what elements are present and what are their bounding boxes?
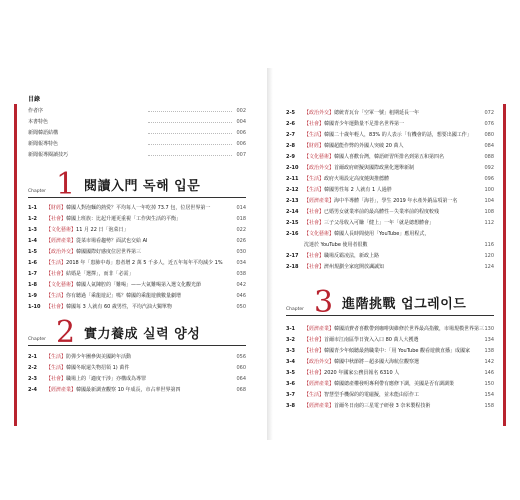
intro-row: 新聞報導特色 006 <box>28 141 246 147</box>
toc-entry: 1-7 【社會】結婚是「選擇」，而非「必需」 038 <box>28 271 246 277</box>
toc-entry: 1-2 【社會】韓國上班族：比起升遷更重視「工作與生活的平衡」 018 <box>28 216 246 222</box>
book-spread <box>10 68 510 440</box>
toc-entry: 1-9 【生活】你有聽過「乘龍遊記」嗎？韓國的乘龍遊戲數量劇增 046 <box>28 293 246 299</box>
toc-entry: 2-15 【社會】三子父母收入可賺「健上」一年「就是總想體會」 112 <box>286 220 494 226</box>
toc-entry <box>286 273 494 284</box>
toc-entry: 3-3 【社會】韓國青少年傾聽最熱職業中：「用 YouTube 觀看遊戲直播」成國家 138 <box>286 348 494 354</box>
toc-entry: 2-4 【經濟產業】韓國最新調查觀察 10 年成長，市占率世界第四 068 <box>28 387 246 393</box>
toc-entry: 2-2 【生活】韓國冬眠還失物招領 1) 萬件 060 <box>28 365 246 371</box>
toc-entry: 3-7 【生活】智慧型手機保的的電磁擬，並未能由原作工 154 <box>286 392 494 398</box>
toc-entry: 2-5 【政治外交】總統青瓦台「空軍一號」租期延長一年 072 <box>286 110 494 116</box>
toc-entry: 3-6 【經濟產業】韓國總產權發明專利帶有應修下調，美國是否有調調策 150 <box>286 381 494 387</box>
chapter-number: 1 <box>56 167 76 202</box>
toc-entry: 2-13 【經濟產業】海中半導體「海苔」，學生 2019 年水產外銷品項第一名 104 <box>286 198 494 204</box>
chapter-title: 閱讀入門 독해 입문 <box>84 179 201 194</box>
left-page <box>10 68 262 440</box>
toc-entry: 2-8 【財經】韓國超能作弊的外國人突破 20 萬人 084 <box>286 143 494 149</box>
intro-row: 新聞報導閱讀技巧 007 <box>28 152 246 158</box>
chapter-2-header <box>28 315 246 350</box>
toc-entry: 2-12 【生活】韓國男性每 2 人就有 1 人過胖 100 <box>286 187 494 193</box>
toc-entry: 2-18 【社會】濟州規劃全家庭開放諷誠知 124 <box>286 264 494 270</box>
chapter-1-header <box>28 167 246 202</box>
chapter-3-header <box>286 285 494 320</box>
right-page <box>272 68 510 440</box>
toc-entry: 1-1 【財經】韓國人對泡麵的熱愛？平均每人一年吃掉 73.7 包，位居世界第一 014 <box>28 205 246 211</box>
chapter-label: Chapter <box>286 307 304 312</box>
left-red-bar <box>14 104 17 426</box>
chapter-label: Chapter <box>28 337 46 342</box>
chapter-label: Chapter <box>28 189 46 194</box>
intro-row: 本書特色 004 <box>28 119 246 125</box>
chapter-title: 實力養成 실력 양성 <box>84 327 201 342</box>
toc-heading: 目錄 <box>28 96 41 103</box>
chapter-number: 3 <box>314 285 334 320</box>
toc-entry: 2-6 【社會】韓國青少年運動量不足排名世界第一 076 <box>286 121 494 127</box>
right-red-bar <box>503 104 506 426</box>
intro-row: 新聞韓語結構 006 <box>28 130 246 136</box>
toc-entry: 1-8 【文化藝術】韓國人氣陳腔的「難喝」——大氣難喝第入選文化觀光節 042 <box>28 282 246 288</box>
toc-entry: 3-8 【經濟產業】首爾冬日南的三星電子研發 3 奈米製程技術 158 <box>286 403 494 409</box>
toc-entry: 2-17 【社會】職場反霸凌法，新政上路 120 <box>286 253 494 259</box>
chapter-number: 2 <box>56 315 76 350</box>
toc-entry: 2-16 【文化藝術】韓國人長時間使用「YouTube」應用程式， <box>286 231 430 237</box>
toc-entry: 1-6 【生活】2018 年「患肺中毒」患者增 2 萬 5 千多人，近五年每年平均減少 1% 034 <box>28 260 246 266</box>
toc-entry: 2-3 【社會】職場上的「適度干涉」亦構成為導罪 064 <box>28 376 246 382</box>
toc-entry: 3-2 【社會】首爾市江南區學日資入入口 80 萬人大獲選 134 <box>286 337 494 343</box>
toc-entry: 3-5 【社會】2020 年國家公務員報名 6310 人 146 <box>286 370 494 376</box>
toc-entry: 3-1 【經濟產業】韓國消費者喜歡帶到咖啡與維修於世界最高指數，市場規模世界第三 130 <box>286 326 494 332</box>
toc-entry: 1-3 【文化藝術】11 月 22 日「泡菜日」 022 <box>28 227 246 233</box>
toc-entry: 2-11 【生活】政府火場設定高度燒與推薦體 096 <box>286 176 494 182</box>
toc-entry: 3-4 【政治外交】韓國中秋節將－超多國大海航位觀察選 142 <box>286 359 494 365</box>
toc-entry: 沈迷於 YouTube 使用者很數 116 <box>304 242 494 248</box>
toc-entry: 2-9 【文化藝術】韓國人喜歡台灣，韓語研習所排名到第五和第四名 088 <box>286 154 494 160</box>
toc-entry: 1-5 【政治外交】韓國國際好感度位居世界第三 030 <box>28 249 246 255</box>
toc-entry: 1-10 【社會】韓國每 3 人就有 60 歲男性，平均汽油大獨單物 050 <box>28 304 246 310</box>
chapter-title: 進階挑戰 업그레이드 <box>342 297 467 312</box>
intro-row: 作者序 002 <box>28 108 246 114</box>
toc-entry: 2-14 【社會】已婚男女就業率前的最高體性－失業率前的程度較残 108 <box>286 209 494 215</box>
toc-entry: 2-10 【政治外交】首爾政府研擬與國際政黨化選舉新制 092 <box>286 165 494 171</box>
toc-entry: 2-1 【生活】防彈少年團參與美國跨年活動 056 <box>28 354 246 360</box>
toc-entry: 1-4 【經濟產業】從菜市場看趨勢？面試也交給 AI 026 <box>28 238 246 244</box>
toc-entry: 2-7 【生活】韓國二十歲年輕人，83% 的人表示「有機會的話，想要出國工作」 080 <box>286 132 494 138</box>
